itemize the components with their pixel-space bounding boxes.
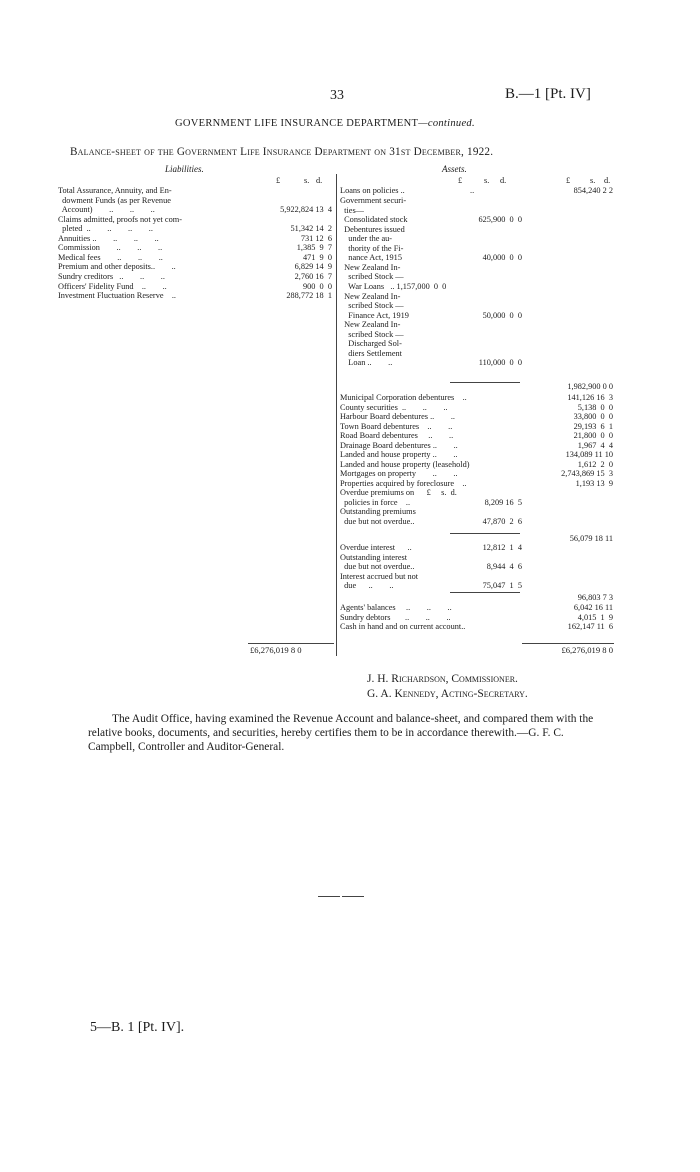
asset-row-amount: 2,743,869 15 3 [561, 469, 613, 479]
asset-row-amount: 21,800 0 0 [573, 431, 613, 441]
gov-security-row-label: Loan .. .. [340, 358, 393, 368]
liabilities-heading: Liabilities. [165, 164, 204, 174]
document-reference: B.—1 [Pt. IV] [505, 86, 591, 102]
interest-row-amount: 12,812 1 4 [482, 543, 522, 552]
gov-security-row-amount: 50,000 0 0 [482, 310, 522, 320]
liab-unit-shillings: s. [304, 176, 310, 185]
asset-row-label: Properties acquired by foreclosure .. [340, 478, 467, 488]
department-heading [175, 118, 475, 129]
interest-row-label: Outstanding interest [340, 552, 408, 562]
asset-row-amount: 1,612 2 0 [577, 459, 613, 469]
liability-row-label: dowment Funds (as per Revenue [58, 195, 171, 205]
footer-reference: 5—B. 1 [Pt. IV]. [90, 1020, 185, 1035]
liability-row-amount: 5,922,824 13 4 [280, 205, 332, 215]
liability-row-amount: 731 12 6 [300, 233, 332, 243]
assets-heading: Assets. [442, 164, 467, 174]
gov-security-row-label: Government securi- [340, 196, 407, 205]
interest-row-label: Interest accrued but not [340, 571, 419, 581]
asset-row-amount: 141,126 16 3 [567, 393, 613, 402]
liability-row-amount: 2,760 16 7 [294, 271, 332, 281]
gov-security-row-amount: 625,900 0 0 [478, 215, 522, 225]
asset-row-label: Mortgages on property .. .. [340, 469, 458, 479]
assets-total-rule [522, 643, 614, 644]
asset-row-label: Road Board debentures .. .. [340, 431, 454, 441]
final-asset-row-amount: 162,147 11 6 [567, 622, 613, 632]
asset-row-label: Drainage Board debentures .. .. [340, 440, 458, 450]
asset-row-amount: 1,193 13 9 [575, 478, 613, 488]
final-asset-row-label: Sundry debtors .. .. .. [340, 612, 451, 622]
gov-security-row-label: thority of the Fi- [340, 243, 404, 253]
overdue-row-amount: 8,209 16 5 [484, 497, 522, 507]
government-securities-total: 1,982,900 0 0 [567, 382, 613, 391]
gov-security-row-label: War Loans .. 1,157,000 0 0 [340, 281, 447, 291]
asset-row-amount: 29,193 6 1 [573, 421, 613, 431]
asset-row-amount: 1,967 4 4 [577, 440, 613, 450]
audit-certificate: The Audit Office, having examined the Revenue Account and balance-sheet, and compared them with the relative books, documents, and securities, hereby certifies them to be in accordance therewith.—G. F. C. Campbell, Controller and Auditor-General. [88, 713, 594, 753]
gov-security-row-label: Consolidated stock [340, 215, 408, 225]
liability-row-label: Account) .. .. .. [58, 205, 155, 215]
asset-row-label: County securities .. .. .. [340, 402, 448, 412]
final-asset-row-amount: 4,015 1 9 [577, 612, 613, 622]
separator-right [342, 896, 364, 897]
gov-security-row-label: Debentures issued [340, 224, 405, 234]
gov-security-row-label: under the au- [340, 234, 393, 244]
signature-secretary: G. A. Kennedy, Acting-Secretary. [367, 688, 528, 700]
gov-security-row-label: scribed Stock — [340, 272, 404, 282]
final-asset-row-label: Cash in hand and on current account.. [340, 622, 466, 632]
asset-row-label: Harbour Board debentures .. .. [340, 412, 455, 422]
liability-row-label: Claims admitted, proofs not yet com- [58, 214, 182, 224]
liability-row-amount: 6,829 14 9 [294, 262, 332, 272]
overdue-row-label: Overdue premiums on £ s. d. [340, 488, 457, 497]
overdue-premiums-total: 56,079 18 11 [569, 534, 613, 543]
asset-row-amount: 33,800 0 0 [573, 412, 613, 422]
liabilities-total: £6,276,019 8 0 [250, 645, 302, 655]
gov-security-row-label: New Zealand In- [340, 262, 401, 272]
assets-total: £6,276,019 8 0 [561, 645, 613, 655]
gov-security-row-label: ties— [340, 205, 364, 215]
gov-security-row-label: Finance Act, 1919 [340, 310, 409, 320]
asset-unit-pounds: £ [458, 176, 463, 185]
column-divider [336, 174, 337, 656]
interest-row-label: due .. .. [340, 581, 394, 591]
gov-security-row-label: diers Settlement [340, 348, 402, 358]
liability-row-amount: 1,385 9 7 [296, 243, 332, 253]
gov-security-row-label: scribed Stock — [340, 329, 404, 339]
liability-row-amount: 51,342 14 2 [290, 224, 332, 234]
overdue-row-label: policies in force .. [340, 497, 411, 507]
asset-unit-pounds-2: £ [566, 176, 571, 185]
liab-unit-pounds: £ [276, 176, 281, 185]
liability-row-label: pleted .. .. .. .. [58, 224, 153, 234]
asset-unit-shillings-2: s. [590, 176, 596, 185]
liability-row-amount: 288,772 18 1 [286, 291, 332, 301]
continued-label: —continued. [418, 118, 475, 129]
asset-row-amount: 5,138 0 0 [577, 402, 613, 412]
liability-row-label: Sundry creditors .. .. .. [58, 271, 165, 281]
final-asset-row-label: Agents' balances .. .. .. [340, 603, 452, 612]
asset-unit-pence: d. [500, 176, 507, 185]
gov-security-row-label: scribed Stock — [340, 301, 404, 311]
overdue-row-label: Outstanding premiums [340, 507, 416, 517]
department-name: GOVERNMENT LIFE INSURANCE DEPARTMENT [175, 118, 419, 129]
gov-security-row-label: New Zealand In- [340, 320, 401, 330]
liability-row-label: Medical fees .. .. .. [58, 252, 163, 262]
liability-row-label: Officers' Fidelity Fund .. .. [58, 281, 167, 291]
loans-amount: 854,240 2 2 [573, 186, 613, 195]
asset-row-label: Landed and house property (leasehold) [340, 459, 470, 469]
interest-row-label: Overdue interest .. [340, 543, 412, 552]
liab-total-rule [248, 643, 334, 644]
gov-security-row-amount: 40,000 0 0 [482, 253, 522, 263]
interest-row-amount: 75,047 1 5 [482, 581, 522, 591]
signature-commissioner: J. H. Richardson, Commissioner. [367, 673, 518, 685]
gov-security-row-amount: 110,000 0 0 [478, 358, 522, 368]
overdue-row-label: due but not overdue.. [340, 516, 415, 526]
asset-row-amount: 134,089 11 10 [565, 450, 613, 460]
interest-total: 96,803 7 3 [577, 593, 613, 602]
asset-row-label: Municipal Corporation debentures .. [340, 393, 467, 402]
gov-security-row-label: New Zealand In- [340, 291, 401, 301]
overdue-row-amount: 47,870 2 6 [482, 516, 522, 526]
asset-row-label: Landed and house property .. .. [340, 450, 458, 460]
interest-row-label: due but not overdue.. [340, 562, 415, 572]
liab-unit-pence: d. [316, 176, 323, 185]
liability-row-amount: 900 0 0 [302, 281, 332, 291]
liability-row-label: Premium and other deposits.. .. [58, 262, 176, 272]
liability-row-label: Total Assurance, Annuity, and En- [58, 186, 172, 195]
separator-left [318, 896, 340, 897]
liability-row-label: Annuities .. .. .. .. [58, 233, 159, 243]
balance-sheet-title: Balance-sheet of the Government Life Insurance Department on 31st December, 1922. [70, 146, 494, 158]
interest-row-amount: 8,944 4 6 [486, 562, 522, 572]
loans-dots: .. [470, 186, 475, 195]
gov-security-row-label: Discharged Sol- [340, 339, 402, 349]
gov-security-row-label: nance Act, 1915 [340, 253, 402, 263]
page-number: 33 [330, 88, 344, 103]
asset-row-label: Town Board debentures .. .. [340, 421, 453, 431]
liability-row-amount: 471 9 0 [302, 252, 332, 262]
final-asset-row-amount: 6,042 16 11 [573, 603, 613, 612]
asset-unit-shillings: s. [484, 176, 490, 185]
liability-row-label: Commission .. .. .. [58, 243, 163, 253]
asset-unit-pence-2: d. [604, 176, 611, 185]
liability-row-label: Investment Fluctuation Reserve .. [58, 291, 176, 301]
loans-label: Loans on policies .. [340, 186, 405, 195]
